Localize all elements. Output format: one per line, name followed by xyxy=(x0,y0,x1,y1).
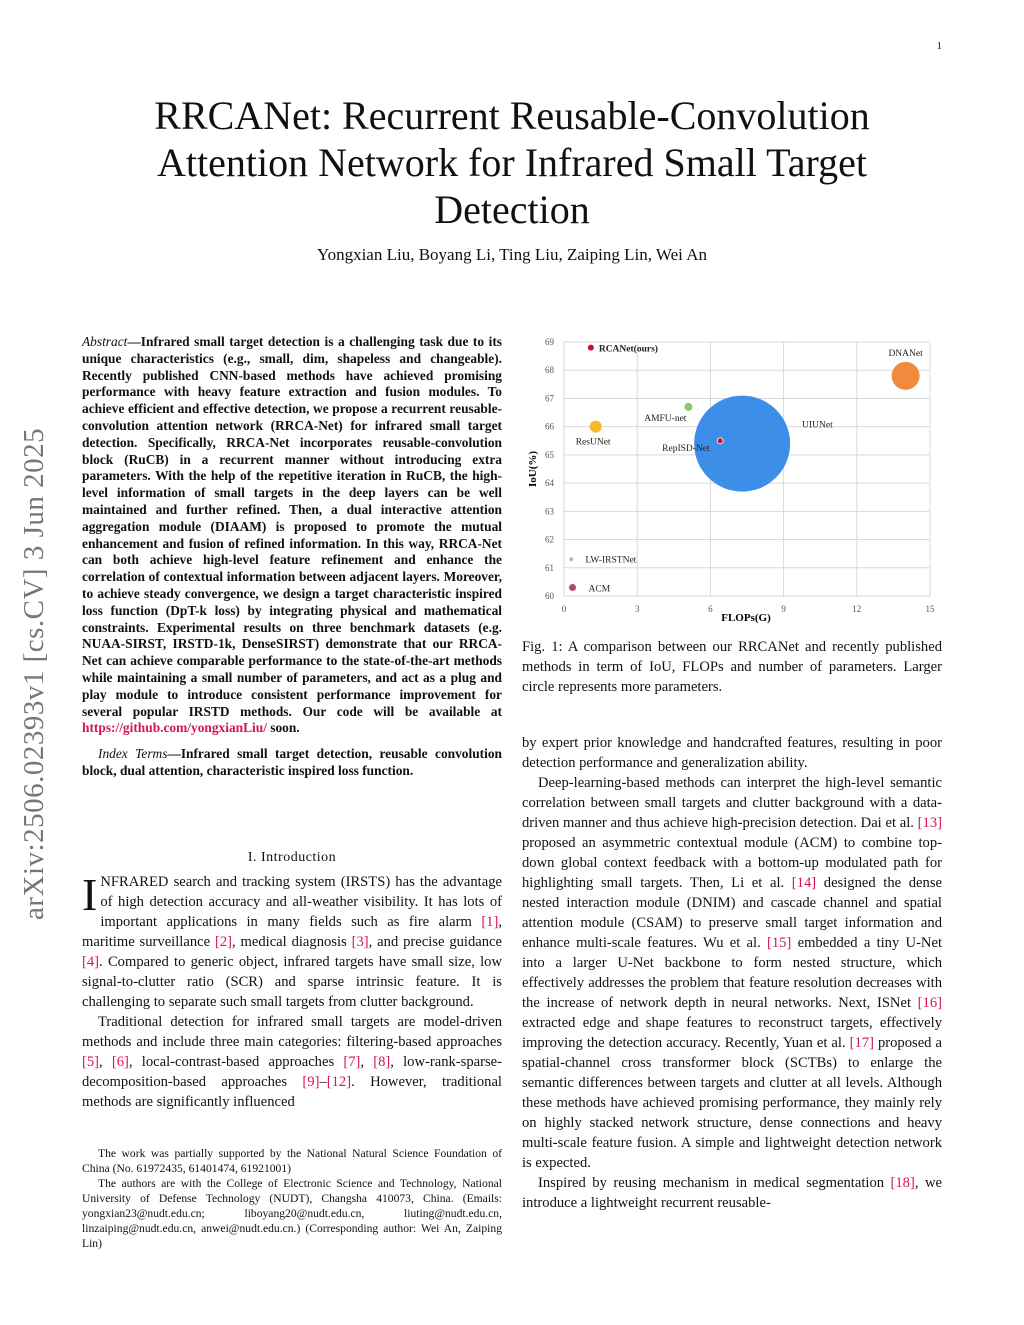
footnote xyxy=(82,1146,502,1251)
affiliation-note: The authors are with the College of Electronic Science and Technology, National University of Defense Technology (NUDT), Changsha 410073, China. (Emails: yongxian23@nudt.edu.cn; liboyang20@nudt.edu.cn, liuting@nudt.edu.cn, linzaiping@nudt.edu.cn, anwei@nudt.edu.cn.) (Corresponding author: Wei An, Zaiping Lin) xyxy=(82,1177,502,1250)
section-heading: I. Introduction xyxy=(247,850,337,865)
citation[interactable]: [15] xyxy=(767,935,792,951)
body-text: designed the dense nested interaction module (DNIM) and cascade channel and spatial attention module (CSAM) to preserve small target information and enhance multi-scale features. Wu et al. xyxy=(522,875,942,951)
code-link[interactable]: https://github.com/yongxianLiu/ xyxy=(82,720,267,736)
data-point xyxy=(569,557,573,561)
intro-text: – xyxy=(319,1074,327,1090)
chart-points xyxy=(569,344,923,595)
author-list: Yongxian Liu, Boyang Li, Ting Liu, Zaiping Lin, Wei An xyxy=(317,245,707,264)
data-point-label: RCANet(ours) xyxy=(598,344,658,355)
intro-text: , and precise guidance xyxy=(368,934,502,950)
body-text: extracted edge and shape features to reconstruct targets, effectively improving the detection accuracy. Recently, Yuan et al. xyxy=(522,1015,942,1051)
data-point xyxy=(892,362,920,390)
x-tick-label: 3 xyxy=(634,604,640,614)
dropcap: I xyxy=(82,869,98,920)
x-tick-label: 15 xyxy=(925,604,935,614)
index-terms-text: —Infrared small target detection, reusable convolution block, dual attention, characteristic inspired loss function. xyxy=(82,746,502,778)
body-text: Inspired by reusing mechanism in medical segmentation xyxy=(538,1175,891,1191)
citation[interactable]: [9] xyxy=(302,1074,320,1090)
intro-text: . Compared to generic object, infrared targets have small size, low signal-to-clutter ratio (SCR) and sparse intrinsic feature. It is challenging to separate such small targets from clutter background. xyxy=(82,954,502,1010)
citation[interactable]: [13] xyxy=(917,815,942,831)
body-text: , we introduce a lightweight recurrent reusable- xyxy=(522,1175,942,1211)
body-text: proposed an asymmetric contextual module (ACM) to combine top-down global context feedback with a bottom-up modulated path for highlighting small targets. Then, Li et al. xyxy=(522,835,942,891)
y-tick-label: 69 xyxy=(545,337,554,347)
y-axis-label: IoU(%) xyxy=(527,450,539,488)
data-point-label: UIUNet xyxy=(802,420,833,431)
funding-note: The work was partially supported by the National Natural Science Foundation of China (No. 61972435, 61401474, 61921001) xyxy=(82,1147,502,1175)
citation[interactable]: [2] xyxy=(214,934,232,950)
y-tick-label: 66 xyxy=(545,421,554,432)
intro-text: , low-rank-sparse-decomposition-based approaches xyxy=(82,1054,502,1090)
citation[interactable]: [6] xyxy=(111,1054,129,1070)
intro-text: , maritime surveillance xyxy=(82,914,502,950)
citation[interactable]: [4] xyxy=(82,954,100,970)
data-point xyxy=(588,345,594,351)
abstract xyxy=(82,334,502,780)
data-point-label: ResUNet xyxy=(575,437,611,448)
intro-text: Traditional detection for infrared small targets are model-driven methods and include three main categories: filtering-based approaches xyxy=(82,1014,502,1050)
citation[interactable]: [17] xyxy=(849,1035,874,1051)
citation[interactable]: [7] xyxy=(343,1054,361,1070)
citation[interactable]: [14] xyxy=(791,875,817,891)
index-terms-label: Index Terms xyxy=(98,746,168,762)
intro-text: , local-contrast-based approaches xyxy=(128,1054,344,1070)
data-point-label: AMFU-net xyxy=(644,413,687,424)
citation[interactable]: [3] xyxy=(351,934,369,950)
data-point-label: ACM xyxy=(588,584,611,595)
data-point xyxy=(590,421,602,433)
y-tick-label: 62 xyxy=(545,534,554,545)
y-tick-label: 61 xyxy=(545,562,554,573)
x-tick-label: 9 xyxy=(781,604,786,614)
y-tick-label: 65 xyxy=(545,449,554,460)
body-text: embedded a tiny U-Net into a larger U-Net backbone to form nested structure, which effectively addresses the problem that feature resolution decreases with the increase of network depth in neural networks. Next, ISNet xyxy=(522,935,943,1011)
intro-text: , xyxy=(99,1054,112,1070)
intro-text: , medical diagnosis xyxy=(231,934,352,950)
citation[interactable]: [1] xyxy=(481,914,499,930)
intro-text: . However, traditional methods are significantly influenced xyxy=(82,1074,502,1110)
x-tick-label: 6 xyxy=(708,604,713,614)
intro-text: , xyxy=(360,1054,374,1070)
y-tick-label: 63 xyxy=(545,506,554,517)
figure-caption: Fig. 1: A comparison between our RRCANet and recently published methods in term of IoU, FLOPs and number of parameters. Larger circle represents more parameters. xyxy=(522,639,942,695)
right-column-text xyxy=(522,733,942,1213)
paper-title: RRCANet: Recurrent Reusable-Convolution Attention Network for Infrared Small Target Detection xyxy=(154,93,870,232)
citation[interactable]: [8] xyxy=(373,1054,391,1070)
y-tick-label: 68 xyxy=(545,365,554,376)
citation[interactable]: [16] xyxy=(917,995,942,1011)
x-tick-label: 12 xyxy=(852,604,862,614)
data-point xyxy=(684,403,692,411)
citation[interactable]: [12] xyxy=(326,1074,352,1090)
page-number: 1 xyxy=(936,40,942,52)
abstract-text: —Infrared small target detection is a challenging task due to its unique characteristics (e.g., small, dim, shapeless and changeable). Recently published CNN-based methods have achieved promising performance with heavy feature extraction and fusion modules. To achieve efficient and effective detection, we propose a recurrent reusable-convolution attention network (RRCA-Net) for infrared small target detection. Specifically, RRCA-Net incorporates reusable-convolution block (RuCB) in a recurrent manner without introducing extra parameters. With the help of the repetitive iteration in RuCB, the high-level information of small targets in the deep layers can be well maintained and further refined. Then, a dual interactive attention aggregation module (DIAAM) is proposed to promote the mutual enhancement and fusion of refined information. In this way, RRCA-Net can both achieve high-level feature refinement and enhance the correlation of contextual information between adjacent layers. Moreover, to achieve steady convergence, we design a target characteristic inspired loss function (DpT-k loss) by integrating physical and mathematical constraints. Experimental results on three benchmark datasets (e.g. NUAA-SIRST, IRSTD-1k, DenseSIRST) demonstrate that our RRCA-Net can achieve comparable performance to the state-of-the-art methods while maintaining a small number of parameters, and act as a plug and play module to introduce consistent performance improvement for several popular IRSTD methods. Our code will be available at xyxy=(82,334,502,719)
paragraph: by expert prior knowledge and handcrafted features, resulting in poor detection performance and generalization ability. xyxy=(522,735,942,771)
data-point-label: DNANet xyxy=(888,348,923,359)
citation[interactable]: [5] xyxy=(82,1054,100,1070)
data-point xyxy=(717,438,723,444)
body-text: proposed a spatial-channel cross transformer block (SCTBs) to enlarge the semantic differences between targets and clutter at all levels. Although these methods have achieved promising performance, they mainly rely on highly stacked network structure, dense connections and heavy multi-scale feature fusion. A simple and lightweight detection network is expected. xyxy=(522,1035,942,1171)
data-point-label: RepISD-Net xyxy=(662,443,710,454)
arxiv-stamp: arXiv:2506.02393v1 [cs.CV] 3 Jun 2025 xyxy=(18,427,50,920)
body-text: Deep-learning-based methods can interpret the high-level semantic correlation between small targets and clutter background with a data-driven manner and thus achieve high-precision detection. Dai et al. xyxy=(522,775,942,831)
figure-1-chart xyxy=(522,334,942,626)
y-tick-label: 67 xyxy=(545,393,554,404)
abstract-end: soon. xyxy=(266,720,300,736)
abstract-label: Abstract xyxy=(82,334,128,349)
introduction-text xyxy=(82,869,502,1112)
intro-text: NFRARED search and tracking system (IRSTS) has the advantage of high detection accuracy and all-weather visibility. It has lots of important applications in many fields such as fire alarm xyxy=(100,874,502,930)
x-axis-label: FLOPs(G) xyxy=(721,612,771,624)
y-tick-label: 60 xyxy=(545,591,554,601)
y-tick-label: 64 xyxy=(545,478,554,489)
data-point-label: LW-IRSTNet xyxy=(585,555,637,566)
x-tick-label: 0 xyxy=(561,604,567,614)
data-point xyxy=(569,584,576,591)
citation[interactable]: [18] xyxy=(890,1175,915,1191)
